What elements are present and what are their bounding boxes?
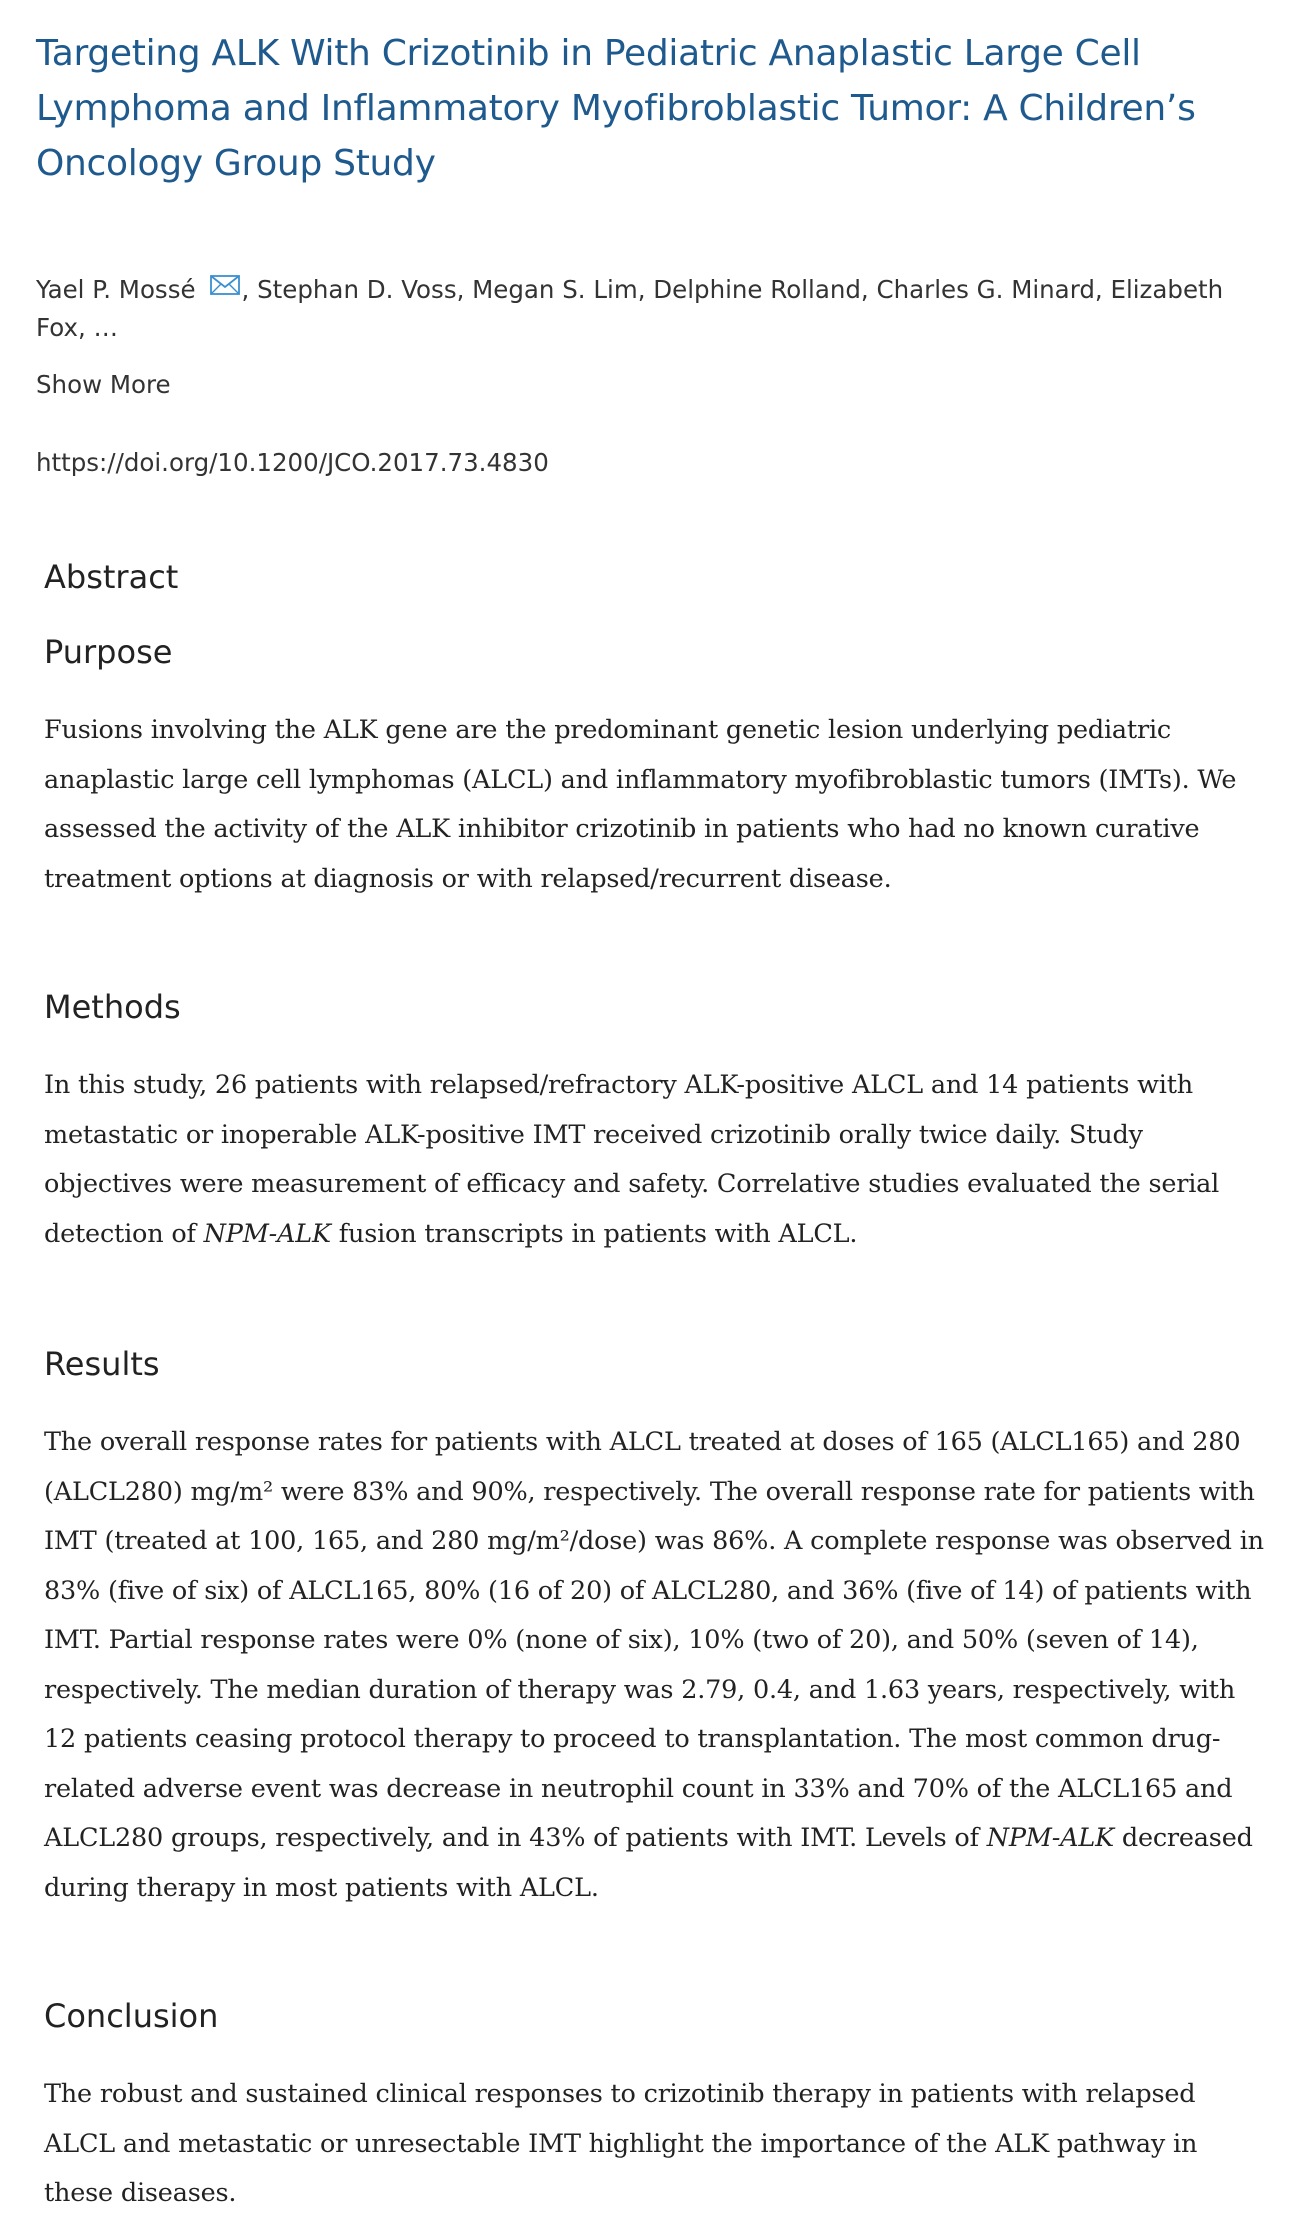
methods-heading: Methods bbox=[44, 988, 181, 1026]
gene-name-italic: NPM-ALK bbox=[986, 1823, 1114, 1853]
show-more-button[interactable]: Show More bbox=[36, 370, 171, 399]
mail-icon[interactable] bbox=[210, 268, 240, 306]
methods-text: In this study, 26 patients with relapsed/refractory ALK-positive ALCL and 14 patients with metastatic or inoperable ALK-positive IMT received crizotinib orally twice daily. Study objectives were measurement of efficacy and safety. Correlative studies evaluated the serial detection of NPM-ALK fusion transcripts in patients with ALCL. bbox=[44, 1070, 1220, 1249]
results-heading: Results bbox=[44, 1345, 160, 1383]
conclusion-text: The robust and sustained clinical responses to crizotinib therapy in patients with relapsed ALCL and metastatic or unresectable IMT highlight the importance of the ALK pathway in these diseases. bbox=[44, 2079, 1198, 2208]
author-list bbox=[36, 268, 1276, 347]
author-others: , Stephan D. Voss, Megan S. Lim, Delphine Rolland, Charles G. Minard, Elizabeth Fox, … bbox=[36, 275, 1224, 342]
purpose-heading: Purpose bbox=[44, 633, 173, 671]
gene-name-italic: NPM-ALK bbox=[203, 1218, 331, 1249]
abstract-heading: Abstract bbox=[44, 558, 179, 596]
doi-link[interactable]: https://doi.org/10.1200/JCO.2017.73.4830 bbox=[36, 448, 549, 477]
purpose-text: Fusions involving the ALK gene are the predominant genetic lesion underlying pediatric anaplastic large cell lymphomas (ALCL) and inflammatory myofibroblastic tumors (IMTs). We assessed the activity of the ALK inhibitor crizotinib in patients who had no known curative treatment options at diagnosis or with relapsed/recurrent disease. bbox=[44, 715, 1237, 894]
article-title: Targeting ALK With Crizotinib in Pediatric Anaplastic Large Cell Lymphoma and Inflammatory Myofibroblastic Tumor: A Children’s Oncology Group Study bbox=[36, 33, 1196, 184]
conclusion-heading: Conclusion bbox=[44, 1997, 219, 2035]
author-first[interactable]: Yael P. Mossé bbox=[36, 275, 196, 304]
results-text: The overall response rates for patients with ALCL treated at doses of 165 (ALCL165) and 280 (ALCL280) mg/m² were 83% and 90%, respectively. The overall response rate for patients with IMT (treated at 100, 165, and 280 mg/m²/dose) was 86%. A complete response was observed in 83% (five of six) of ALCL165, 80% (16 of 20) of ALCL280, and 36% (five of 14) of patients with IMT. Partial response rates were 0% (none of six), 10% (two of 20), and 50% (seven of 14), respectively. The median duration of therapy was 2.79, 0.4, and 1.63 years, respectively, with 12 patients ceasing protocol therapy to proceed to transplantation. The most common drug-related adverse event was decrease in neutrophil count in 33% and 70% of the ALCL165 and ALCL280 groups, respectively, and in 43% of patients with IMT. Levels of NPM-ALK decreased during therapy in most patients with ALCL. bbox=[44, 1427, 1264, 1903]
